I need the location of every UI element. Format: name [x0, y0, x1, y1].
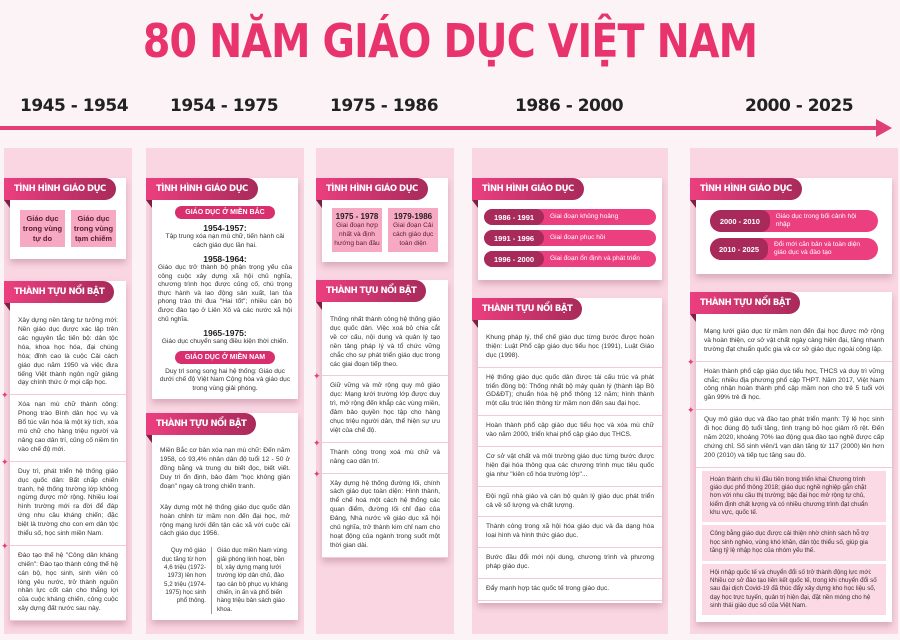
pill-years: 1991 - 1996 — [484, 230, 544, 246]
situation-box: Giáo dục trong vùng tự do — [20, 210, 65, 247]
section-ribbon: TÌNH HÌNH GIÁO DỤC — [690, 178, 802, 200]
achievement-item: Mạng lưới giáo dục từ mầm non đến đại học được mở rộng và hoàn thiện, cơ sở vật chất ngày càng hiện đại, tăng nhanh trường đạt chuẩn quốc gia và cơ sở giáo dục ngoài công lập. — [696, 322, 892, 362]
achievement-item: Khung pháp lý, thể chế giáo dục từng bước được hoàn thiện: Luật Phổ cập giáo dục tiểu học (1991), Luật Giáo dục (1998). — [478, 328, 662, 368]
period-pill — [710, 210, 878, 232]
highlight-item: Hoàn thành chu kì đầu tiên trong triển khai Chương trình giáo dục phổ thông 2018; giáo dục nghề nghiệp gắn chặt hơn với nhu cầu thị trường; bậc đại học mở rộng tự chủ, kiểm định chất lượng và có nhiều chương trình đạt chuẩn khu vực, quốc tế. — [702, 471, 886, 523]
situation-card — [696, 178, 892, 274]
section-ribbon: TÌNH HÌNH GIÁO DỤC — [316, 178, 428, 200]
achievement-item: Hoàn thành phổ cập giáo dục tiểu học và xóa mù chữ vào năm 2000, triển khai phổ cập giáo dục THCS. — [478, 416, 662, 447]
achievement-item: ✦ Thành công trong xoá mù chữ và nâng cao dân trí. — [322, 443, 448, 474]
achievement-item: Đẩy mạnh hợp tác quốc tế trong giáo dục. — [478, 579, 662, 601]
period-years: 1965-1975: — [203, 328, 247, 339]
period-column-1975 — [316, 148, 454, 634]
pill-years: 1996 - 2000 — [484, 251, 544, 267]
pill-text: Đổi mới căn bản và toàn diện giáo dục và đào tạo — [774, 241, 861, 256]
highlight-item: Hội nhập quốc tế và chuyển đổi số trở thành động lực mới: Nhiều cơ sở đào tạo liên kết quốc tế, trong khi chuyển đổi số sau đại dịch Covid-19 đã thúc đẩy xây dựng kho học liệu số, dạy học trực tuyến, quản trị hiện đại, đặt nền móng cho hệ sinh thái giáo dục số của Việt Nam. — [702, 564, 886, 616]
period-pill — [484, 230, 656, 246]
achievement-item: Thống nhất thành công hệ thống giáo dục quốc dân. Việc xoá bỏ chia cắt về cơ cấu, nội dung và quản lý tạo nền tảng pháp lý và tổ chức vững chắc cho sự phát triển giáo dục trong các giai đoạn tiếp theo. — [322, 310, 448, 376]
achievement-item: ✦ Duy trì, phát triển hệ thống giáo dục quốc dân: Bất chấp chiến tranh, hệ thống trường lớp không ngừng được mở rộng. Nhiều loại hình trường mới ra đời để đáp ứng nhu cầu kháng chiến; đặc biệt là trường cho con em dân tộc thiểu số, học sinh miền Nam. — [10, 462, 126, 546]
situation-card — [10, 178, 126, 259]
section-ribbon: THÀNH TỰU NỔI BẬT — [4, 281, 114, 303]
year-label: 1945 - 1954 — [20, 96, 129, 116]
achievement-item: Xây dựng một hệ thống giáo dục quốc dân hoàn chỉnh từ mầm non đến đại học, mở rộng mạng lưới đến tận các xã với cuộc cải cách giáo dục 1956. — [152, 498, 298, 546]
pill-text: Giai đoạn phục hồi — [550, 234, 606, 242]
achievement-item: Đội ngũ nhà giáo và cán bộ quản lý giáo dục phát triển cả về số lượng và chất lượng. — [478, 487, 662, 518]
section-ribbon: THÀNH TỰU NỔI BẬT — [472, 298, 582, 320]
split-text-right: Giáo dục miền Nam vùng giải phóng linh hoạt, bền bỉ, xây dựng mạng lưới trường lớp dân chủ, đào tạo cán bộ phục vụ kháng chiến, in ấn và phổ biến hàng triệu bản sách giáo khoa. — [217, 547, 288, 613]
section-ribbon: TÌNH HÌNH GIÁO DỤC — [4, 178, 116, 200]
achievement-item: Miền Bắc cơ bản xóa nạn mù chữ: Đến năm 1958, có 93,4% nhân dân độ tuổi 12 - 50 ở đồng bằng và trung du biết đọc, biết viết. Duy trì ổn định, bảo đảm "học không gián đoạn" ngay cả trong chiến tranh. — [152, 441, 298, 497]
achievement-item: Bước đầu đổi mới nội dung, chương trình và phương pháp giáo dục. — [478, 548, 662, 579]
achievement-item: ✦ Quy mô giáo dục và đào tạo phát triển mạnh: Tỷ lệ học sinh đi học đúng độ tuổi tăng, tình trạng bỏ học giảm rõ rệt. Đến năm 2020, khoảng 70% lao động qua đào tạo nghề được cấp chứng chỉ. Số sinh viên/1 vạn dân tăng từ 117 (2000) lên hơn 200 (2010) và tiếp tục tăng sau đó. — [696, 410, 892, 467]
year-label: 1975 - 1986 — [330, 96, 439, 116]
achievements-card — [10, 281, 126, 621]
pill-years: 2010 - 2025 — [710, 238, 768, 260]
achievement-item: ✦ Giữ vững và mở rộng quy mô giáo dục: Mạng lưới trường lớp được duy trì, mở rộng đến khắp các vùng miền, đảm bảo quyền học tập cho hàng chục triệu người dân, thể hiện sự ưu việt của chế độ. — [322, 376, 448, 442]
period-column-2000 — [690, 148, 898, 634]
achievement-item: Thành công trong xã hội hóa giáo dục và đa dạng hóa loại hình và hình thức giáo dục. — [478, 517, 662, 548]
section-ribbon: TÌNH HÌNH GIÁO DỤC — [472, 178, 584, 200]
subheading-north: GIÁO DỤC Ở MIỀN BẮC — [175, 206, 274, 219]
year-label: 1986 - 2000 — [515, 96, 624, 116]
page-title: 80 NĂM GIÁO DỤC VIỆT NAM — [142, 14, 758, 68]
pill-text: Giai đoạn ổn định và phát triển — [550, 255, 640, 263]
period-column-1945 — [4, 148, 132, 634]
period-pill — [484, 209, 656, 225]
achievement-item: Cơ sở vật chất và môi trường giáo dục từng bước được hiện đại hóa thông qua các chương trình mục tiêu quốc gia như "kiên cố hóa trường lớp"... — [478, 447, 662, 487]
section-ribbon: THÀNH TỰU NỔI BẬT — [146, 413, 256, 435]
situation-card — [478, 178, 662, 280]
achievement-item: ✦ Hoàn thành phổ cập giáo dục tiểu học, THCS và duy trì vững chắc; nhiều địa phương phổ cập THPT. Năm 2017, Việt Nam công nhận hoàn thành phổ cập mầm non cho trẻ 5 tuổi với gần 99% trẻ đi học. — [696, 362, 892, 411]
period-text: Giáo dục trở thành bộ phận trọng yếu của công cuộc xây dựng xã hội chủ nghĩa, chương trình học được củng cố, chú trọng thực hành và lao động sản xuất, lan tỏa phong trào thi đua "Hai tốt"; nhiều cán bộ được đào tạo ở Liên Xô và các nước xã hội chủ nghĩa. — [158, 264, 292, 323]
period-years: 1958-1964: — [203, 254, 247, 265]
period-text: Giáo dục chuyển sang điều kiện thời chiến. — [161, 338, 289, 346]
achievement-item: Xây dựng nền tảng tư tưởng mới: Nền giáo dục được xác lập trên các nguyên tắc tiến bộ: dân tộc hóa, khoa học hóa, đại chúng hóa; đỉnh cao là cuộc Cải cách giáo dục năm 1950 và việc đưa tiếng Việt thành ngôn ngữ giảng dạy chính thức ở mọi cấp học. — [10, 311, 126, 395]
period-column-1954 — [146, 148, 304, 634]
situation-box: Giáo dục trong vùng tạm chiếm — [71, 210, 116, 247]
subheading-south: GIÁO DỤC Ở MIỀN NAM — [175, 351, 275, 364]
achievements-card — [322, 280, 448, 558]
pill-text: Giai đoạn khủng hoảng — [550, 213, 619, 221]
situation-card — [322, 178, 448, 262]
box-years: 1975 - 1978 — [335, 212, 379, 221]
box-text: Giai đoạn Cải cách giáo dục toàn diện — [392, 222, 434, 247]
timeline-axis — [0, 126, 880, 130]
section-ribbon: THÀNH TỰU NỔI BẬT — [316, 280, 426, 302]
situation-card — [152, 178, 298, 399]
timeline-arrow-icon — [876, 119, 892, 137]
period-text: Tập trung xóa nạn mù chữ, tiến hành cải cách giáo dục lần hai. — [165, 233, 285, 249]
achievement-item: ✦ Xóa nạn mù chữ thành công: Phong trào Bình dân học vụ và Bổ túc văn hóa là một kỳ tích, xóa mù chữ cho hàng triệu người và nâng cao dân trí, củng cố niềm tin vào chế độ mới. — [10, 395, 126, 461]
achievement-item: ✦ Đào tạo thế hệ "Công dân kháng chiến": Đào tạo thành công thế hệ cán bộ, học sinh, sinh viên có lòng yêu nước, trở thành nguồn nhân lực cốt cán cho thắng lợi của cuộc kháng chiến, công cuộc xây dựng đất nước sau này. — [10, 546, 126, 621]
box-years: 1979-1986 — [393, 212, 433, 221]
pill-text: Giáo dục trong bối cảnh hội nhập — [775, 213, 857, 228]
achievements-card — [478, 298, 662, 603]
pill-years: 1986 - 1991 — [484, 209, 544, 225]
period-years: 1954-1957: — [203, 223, 247, 233]
achievements-card — [152, 413, 298, 620]
section-ribbon: TÌNH HÌNH GIÁO DỤC — [146, 178, 258, 200]
achievement-item: ✦ Xây dựng hệ thống đường lối, chính sách giáo dục toàn diện: Hình thành, thể chế hoá một cách hệ thống các quan điểm, đường lối chỉ đạo của Đảng, Nhà nước về giáo dục xã hội chủ nghĩa, trở thành kim chỉ nam cho hoạt động của ngành trong suốt một thời gian dài. — [322, 474, 448, 558]
period-pill — [484, 251, 656, 267]
year-label: 1954 - 1975 — [170, 96, 279, 116]
period-pill — [710, 238, 878, 260]
year-label: 2000 - 2025 — [745, 96, 854, 116]
period-column-1986 — [472, 148, 668, 634]
split-text-left: Quy mô giáo dục tăng từ hơn 4,6 triệu (1972-1973) lên hơn 5,2 triệu (1974-1975) học sinh phổ thông. — [160, 547, 212, 614]
box-text: Giai đoạn hợp nhất và định hướng ban đầu — [334, 222, 380, 247]
period-text: Duy trì song song hai hệ thống: Giáo dục dưới chế độ Việt Nam Cộng hòa và giáo dục trong vùng giải phóng. — [159, 367, 291, 392]
pill-years: 2000 - 2010 — [710, 210, 770, 232]
achievement-item: Hệ thống giáo dục quốc dân được tái cấu trúc và phát triển đồng bộ: Thống nhất bộ máy quản lý (thành lập Bộ GD&ĐT); chuẩn hóa hệ phổ thông 12 năm; hình thành một cấu trúc liên thông từ mầm non đến sau đại học. — [478, 368, 662, 417]
highlight-item: Công bằng giáo dục được cải thiện nhờ chính sách hỗ trợ học sinh nghèo, vùng khó khăn, dân tộc thiểu số, giúp gia tăng tỷ lệ nhập học của nhóm yếu thế. — [702, 525, 886, 560]
achievements-card — [696, 292, 892, 622]
section-ribbon: THÀNH TỰU NỔI BẬT — [690, 292, 800, 314]
